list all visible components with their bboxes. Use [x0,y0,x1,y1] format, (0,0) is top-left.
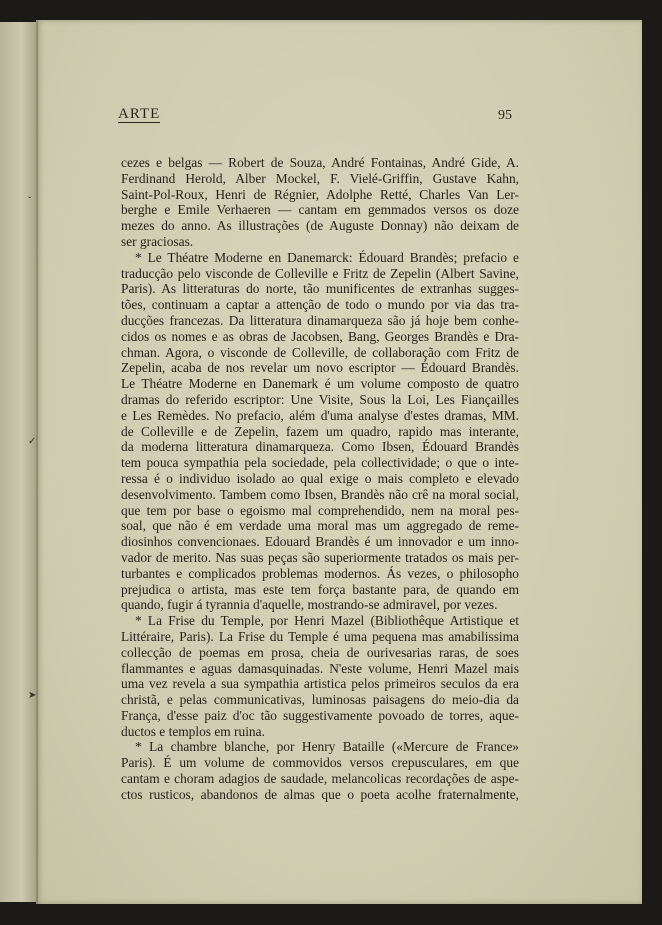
text-line: flammantes e aguas damasquinadas. N'este volume, Henri Mazel mais [121,660,519,676]
page-gutter [36,20,38,904]
text-line: prejudica o artista, mas este tem força bastante para, de quando em [121,581,519,597]
text-line: tem pouca sympathia pela sociedade, pela collectividade; o que o inte- [121,455,519,471]
text-line: dramas do referido escriptor: Une Visite, Sous la Loi, Les Fiançailles [121,391,519,407]
text-line: chman. Agora, o visconde de Colleville, de collaboração com Fritz de [121,344,519,360]
text-line: Zepelin, acaba de nos revelar um novo escriptor — Édouard Brandès. [121,360,519,376]
text-line: * La Frise du Temple, por Henri Mazel (Bibliothêque Artistique et [135,613,519,629]
text-line: berghe e Emile Verhaeren — cantam em gemmados versos os doze [121,202,519,218]
text-line: mezes do anno. As illustrações (de Auguste Donnay) não deixam de [121,218,519,234]
body-text [121,155,519,803]
text-line: cidos os nomes e as obras de Jacobsen, Bang, Georges Brandès e Dra- [121,328,519,344]
text-line: quando, fugir á tyrannia d'aquelle, mostrando-se admiravel, por vezes. [121,597,498,613]
text-line: Saint-Pol-Roux, Henri de Régnier, Adolphe Retté, Charles Van Ler- [121,186,519,202]
text-line: ducções francezas. Da litteratura dinamarqueza são já hoje bem conhe- [121,312,519,328]
margin-mark: ✓ [28,436,37,447]
text-line: cezes e belgas — Robert de Souza, André Fontainas, André Gide, A. [121,155,519,170]
text-line: ctos rusticos, abandonos de almas que o poeta acolhe fraternalmente, [121,786,519,802]
text-line: Le Théatre Moderne en Danemark é um volume composto de quatro [121,376,519,392]
text-line: cantam e choram adagios de saudade, melancolicas recordações de aspe- [121,771,519,787]
text-line: Ferdinand Herold, Alber Mockel, F. Vielé-Griffin, Gustave Kahn, [121,170,519,186]
text-line: turbantes e complicados problemas modernos. Ás vezes, o philosopho [121,565,519,581]
text-line: * La chambre blanche, por Henry Bataille («Mercure de France» [135,739,519,755]
text-line: Littéraire, Paris). La Frise du Temple é uma pequena mas amabilissima [121,628,519,644]
text-line: ressa é o individuo isolado ao qual exige o mais completo e elevado [121,470,519,486]
text-line: da moderna litteratura dinamarqueza. Como Ibsen, Édouard Brandès [121,439,519,455]
text-line: diosinhos convencionaes. Edouard Brandès é um innovador e um inno- [121,534,519,550]
text-line: Paris). As litteraturas do norte, tão munificentes de extranhas sugges- [121,281,519,297]
text-line: e Les Remèdes. No prefacio, além d'uma analyse d'estes dramas, MM. [121,407,519,423]
text-line: Paris). É um volume de commovidos versos crepusculares, em que [121,755,519,771]
facing-page-edge [0,22,36,902]
text-line: christã, e pelas communicativas, luminosas paisagens do meio-dia da [121,692,519,708]
text-line: uma vez revela a sua sympathia artistica pelos primeiros seculos da era [121,676,519,692]
text-line: soal, que não é em verdade uma moral mas um aggregado de reme- [121,518,519,534]
text-line: que tem por base o egoismo mal comprehendido, nem na moral pes- [121,502,519,518]
running-head: ARTE [118,106,161,122]
page-number: 95 [498,108,512,123]
text-line: traducção pelo visconde de Colleville e Fritz de Zepelin (Albert Savine, [121,265,519,281]
text-line: vador de merito. Nas suas peças são superiormente tratados os mais per- [121,549,519,565]
text-line: de Colleville e de Zepelin, fazem um quadro, rapido mas interante, [121,423,519,439]
margin-arrow-icon: ➤ [28,690,37,701]
text-line: ser graciosas. [121,233,194,249]
text-line: ductos e templos em ruina. [121,723,265,739]
text-line: * Le Théatre Moderne en Danemarck: Édouard Brandès; prefacio e [135,249,519,265]
margin-mark: ˇ [28,196,32,207]
text-line: collecção de poemas em prosa, cheia de ourivesarias raras, de soes [121,644,519,660]
text-line: tões, continuam a captar a attenção de todo o mundo por via das tra- [121,297,519,313]
text-line: França, d'esse paiz d'oc tão suggestivamente povoado de torres, aque- [121,707,519,723]
text-line: desenvolvimento. Tambem como Ibsen, Brandès não crê na moral social, [121,486,519,502]
